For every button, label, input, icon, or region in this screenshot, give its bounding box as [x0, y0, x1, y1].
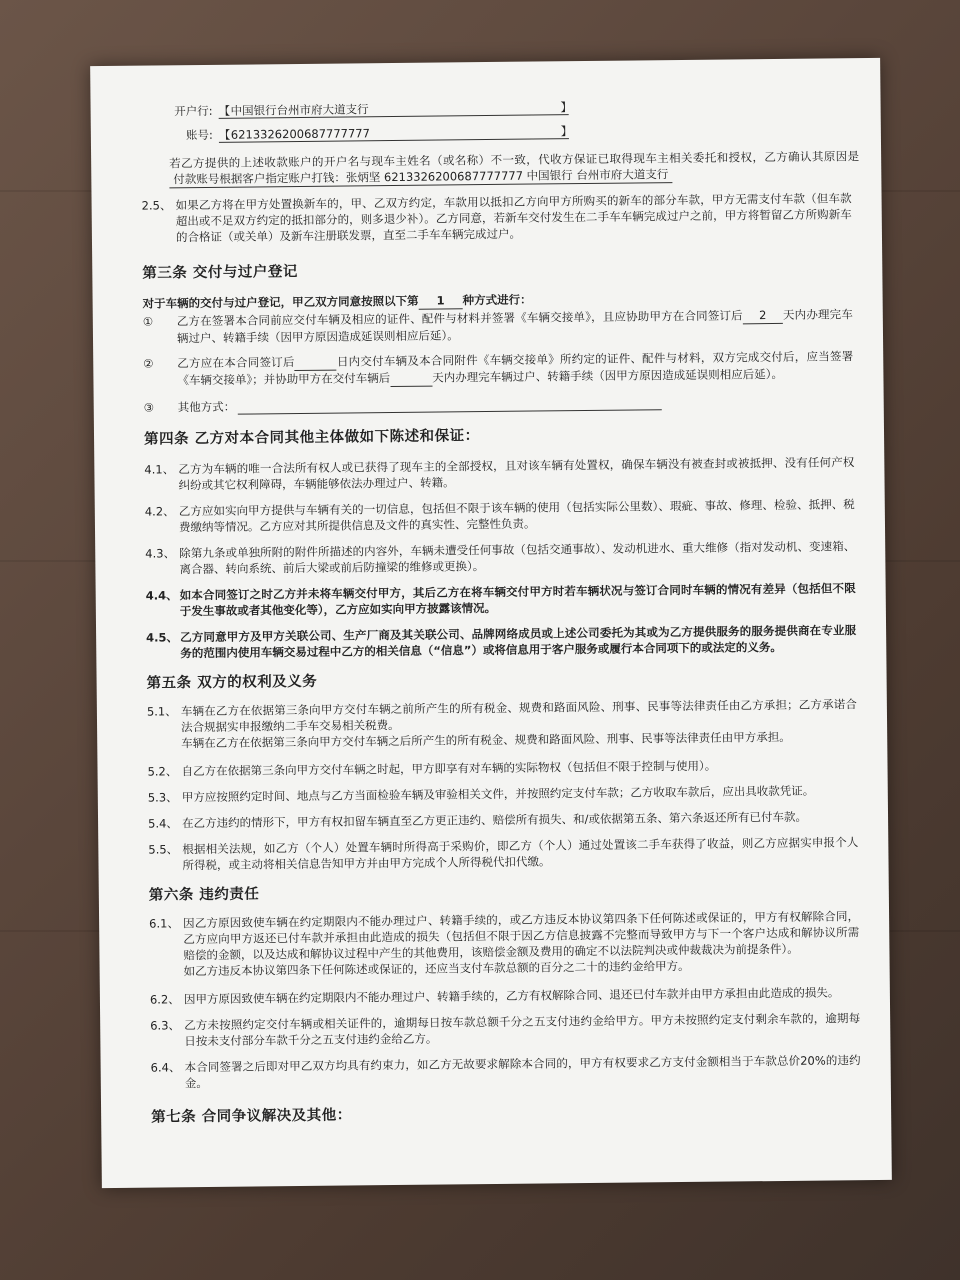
clause-5-1-text: 车辆在乙方在依据第三条向甲方交付车辆之前所产生的所有税金、规费和路面风险、刑事、民事等法律责任由乙方承担；乙方承诺合法合规据实申报缴纳二手车交易相关税费。 [180, 697, 857, 735]
clause-6-2-text: 因甲方原因致使车辆在约定期限内不能办理过户、转籍手续的，乙方有权解除合同、退还已付车款并由甲方承担由此造成的损失。 [183, 985, 840, 1007]
clause-number: 6.2、 [149, 992, 180, 1007]
method-choice: 1 [419, 292, 463, 309]
clause-number: 4.3、 [145, 546, 176, 561]
bank-account-label: 账号: [185, 127, 213, 143]
option-2-text: 乙方应在本合同签订后 日内交付车辆及本合同附件《车辆交接单》所约定的证件、配件与材料，双方完成交付后，应当签署《车辆交接单》；并协助甲方在交付车辆后 天内办理完车辆过户、转籍手续（因甲方原因造成延误则相应后延）。 [177, 349, 854, 388]
bracket-open: 【 [218, 103, 231, 118]
clause-6-3-text: 乙方未按照约定交付车辆或相关证件的，逾期每日按车款总额千分之五支付违约金给甲方。甲方未按照约定支付剩余车款的，逾期每日按未支付部分车款千分之五支付违约金给乙方。 [184, 1011, 861, 1049]
clause-number: 2.5、 [141, 198, 172, 213]
bracket-close: 】 [560, 100, 573, 115]
bank-branch-value: 中国银行台州市府大道支行 [230, 102, 369, 118]
option-1-number: ① [142, 314, 154, 329]
clause-4-2-text: 乙方应如实向甲方提供与车辆有关的一切信息，包括但不限于该车辆的使用（包括实际公里数）、瑕疵、事故、修理、检验、抵押、税费缴纳等情况。乙方应对其所提供信息及文件的真实性、完整性负责。 [178, 497, 855, 535]
clause-5-2-text: 自乙方在依据第三条向甲方交付车辆之时起，甲方即享有对车辆的实际物权（包括但不限于控制与使用）。 [181, 758, 717, 779]
clause-number: 6.4、 [150, 1060, 181, 1075]
article-3-title: 第三条 交付与过户登记 [142, 264, 298, 282]
clause-number: 5.2、 [147, 764, 178, 779]
option-1-days: 2 [743, 307, 783, 324]
clause-4-4-text: 如本合同签订之时乙方并未将车辆交付甲方，其后乙方在将车辆交付甲方时若车辆状况与签订合同时车辆的情况有差异（包括但不限于发生事故或者其他变化等），乙方应如实向甲方披露该情况。 [179, 581, 856, 619]
clause-6-4-text: 本合同签署之后即对甲乙双方均具有约束力，如乙方无故要求解除本合同的，甲方有权要求乙方支付金额相当于车款总价20%的违约金。 [184, 1053, 861, 1091]
option-2-number: ② [143, 356, 154, 371]
clause-number: 5.1、 [146, 704, 177, 719]
clause-5-5-text: 根据相关法规，如乙方（个人）处置车辆时所得高于采购价，即乙方（个人）通过处置该二手车获得了收益，则乙方应据实申报个人所得税，或主动将相关信息告知甲方并由甲方完成个人所得税代扣代缴。 [182, 835, 859, 873]
clause-5-3-text: 甲方应按照约定时间、地点与乙方当面检验车辆及审验相关文件，并按照约定支付车款；乙方收取车款后，应出具收款凭证。 [181, 783, 815, 805]
clause-number: 5.5、 [148, 842, 179, 857]
option-3-text: 其他方式： [177, 399, 236, 415]
clause-6-1-text: 因乙方原因致使车辆在约定期限内不能办理过户、转籍手续的，或乙方违反本协议第四条下任何陈述或保证的，甲方有权解除合同，乙方应向甲方返还已付车款并承担由此造成的损失（包括但不限于因乙方信息披露不完整而导致甲方与下一个客户达成和解协议所需赔偿的金额，以及达成和解协议过程中产生的其他费用，该赔偿金额及费用的确定不以法院判决或仲裁裁决为前提条件）。 [183, 909, 860, 963]
article-6-title: 第六条 违约责任 [148, 886, 260, 904]
article-7-title: 第七条 合同争议解决及其他： [151, 1107, 352, 1126]
option-3-underline [238, 409, 662, 414]
clause-6-1-text-2: 如乙方违反本协议第四条下任何陈述或保证的，还应当支付车款总额的百分之二十的违约金给甲方。 [183, 958, 690, 979]
option-1-text: 乙方在签署本合同前应交付车辆及相应的证件、配件与材料并签署《车辆交接单》，且应协助甲方在合同签订后 2 天内办理完车辆过户、转籍手续（因甲方原因造成延误则相应后延）。 [176, 307, 853, 346]
contract-page [90, 58, 892, 1188]
clause-5-1-text-2: 车辆在乙方在依据第三条向甲方交付车辆之后所产生的所有税金、规费和路面风险、刑事、民事等法律责任由甲方承担。 [181, 729, 791, 751]
clause-4-1-text: 乙方为车辆的唯一合法所有权人或已获得了现车主的全部授权，且对该车辆有处置权，确保车辆没有被查封或被抵押、没有任何产权纠纷或其它权利障碍，车辆能够依法办理过户、转籍。 [178, 455, 855, 493]
article-5-title: 第五条 双方的权利及义务 [146, 673, 318, 692]
bank-account-value: 6213326200687777777 [230, 126, 370, 142]
bank-branch-label: 开户行: [174, 103, 213, 119]
clause-number: 6.1、 [149, 916, 179, 931]
clause-number: 4.5、 [146, 630, 179, 645]
clause-number: 5.4、 [148, 816, 178, 831]
bracket-close: 】 [560, 124, 573, 139]
clause-2-5-text: 如果乙方将在甲方处置换新车的，甲、乙双方约定，车款用以抵扣乙方向甲方所购买的新车的部分车款，甲方无需支付车款（但车款超出或不足双方约定的抵扣部分的，则多退少补）。乙方同意，若新车交付发生在二手车车辆完成过户之前，甲方将暂留乙方所购新车的合格证（或关单）及新车注册联发票，直至二手车车辆完成过户。 [175, 191, 852, 245]
clause-number: 5.3、 [147, 790, 178, 805]
bank-note-value: 付款账号根据客户指定账户打钱：张炳坚 6213326200687777777 中国银行 台州市府大道支行 [169, 166, 672, 188]
clause-number: 4.4、 [145, 588, 178, 603]
clause-4-3-text: 除第九条或单独所附的附件所描述的内容外，车辆未遭受任何事故（包括交通事故）、发动机进水、重大维修（指对发动机、变速箱、离合器、转向系统、前后大梁或前后防撞梁的维修或更换）。 [179, 539, 856, 577]
clause-number: 4.1、 [144, 462, 175, 477]
bracket-open: 【 [218, 127, 231, 142]
clause-number: 4.2、 [144, 504, 175, 519]
clause-4-5-text: 乙方同意甲方及甲方关联公司、生产厂商及其关联公司、品牌网络成员或上述公司委托为其或为乙方提供服务的服务提供商在专业服务的范围内使用车辆交易过程中乙方的相关信息（“信息”）或将信息用于客户服务或履行本合同项下的或法定的义务。 [180, 623, 857, 661]
clause-number: 6.3、 [150, 1018, 181, 1033]
article-3-intro: 对于车辆的交付与过户登记，甲乙双方同意按照以下第 1 种方式进行： [142, 292, 532, 311]
article-4-title: 第四条 乙方对本合同其他主体做如下陈述和保证： [143, 428, 480, 448]
bank-note: 若乙方提供的上述收款账户的开户名与现车主姓名（或名称）不一致，代收方保证已取得现车主相关委托和授权，乙方确认其原因是 付款账号根据客户指定账户打钱：张炳坚 6213326200687777777 中国银行 台州市府大道支行 [169, 148, 859, 188]
clause-5-4-text: 在乙方违约的情形下，甲方有权扣留车辆直至乙方更正违约、赔偿所有损失、和/或依据第五条、第六条返还所有已付车款。 [182, 809, 807, 831]
option-3-number: ③ [143, 400, 155, 415]
